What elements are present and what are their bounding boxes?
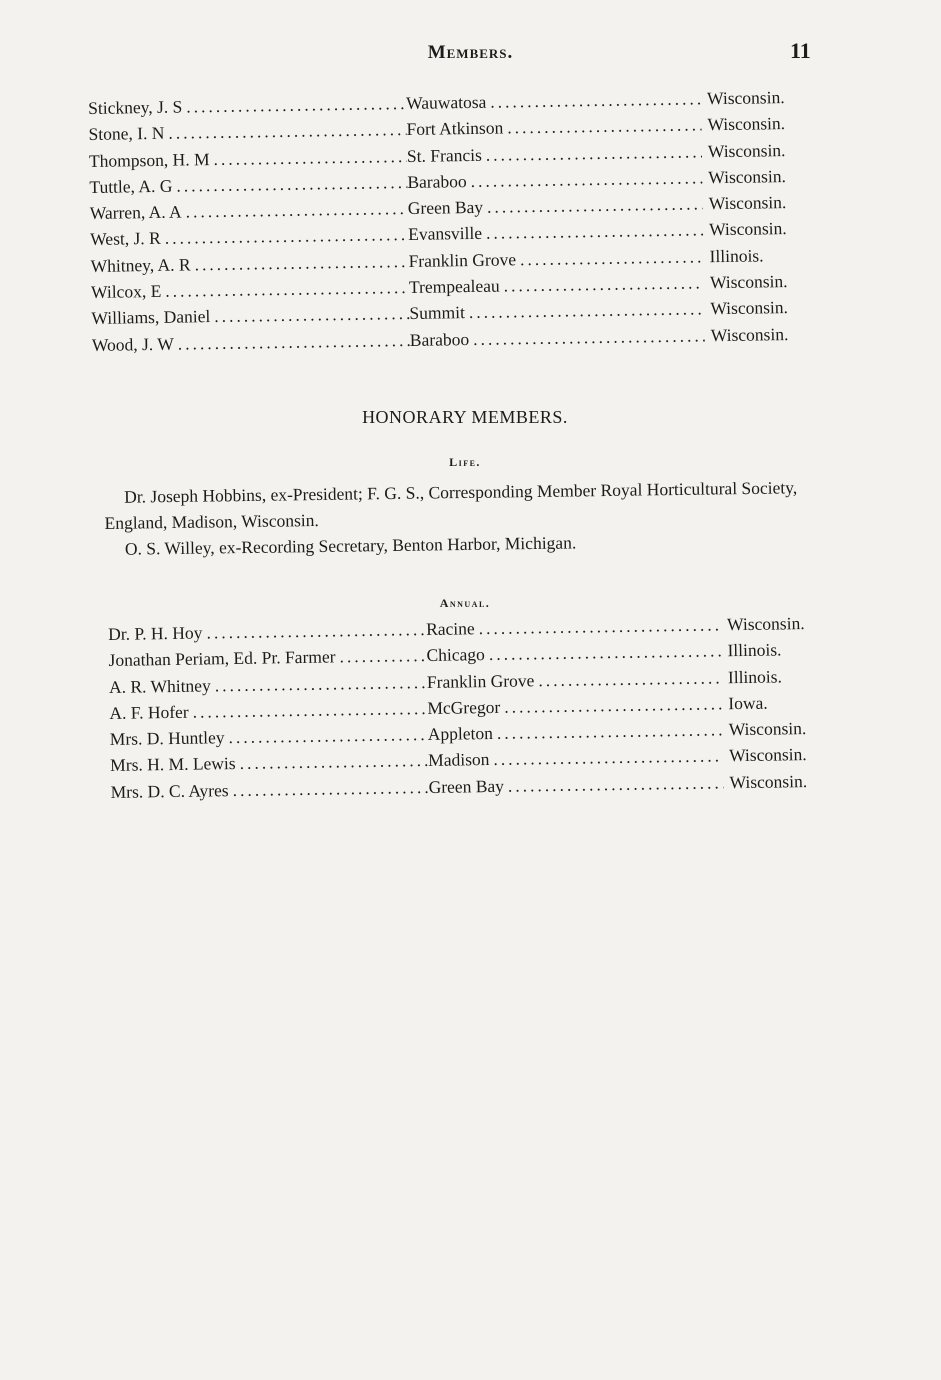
leader-dots [504, 693, 722, 717]
member-name: A. R. Whitney [108, 674, 211, 697]
member-town: Wauwatosa [405, 91, 487, 114]
member-state: Iowa. [728, 692, 768, 714]
honorary-members-title: HONORARY MEMBERS. [362, 407, 568, 427]
leader-dots [486, 141, 702, 165]
member-state: Illinois. [709, 245, 764, 267]
member-state: Wisconsin. [726, 613, 805, 635]
leader-dots [228, 724, 428, 748]
member-town: Evansville [408, 223, 483, 245]
leader-dots [232, 777, 428, 801]
leader-dots [486, 220, 703, 244]
leader-dots [490, 88, 701, 112]
member-state: Illinois. [727, 666, 783, 687]
member-name: A. F. Hofer [109, 701, 189, 723]
member-name: Dr. P. H. Hoy [108, 622, 203, 644]
leader-dots [186, 198, 408, 222]
member-state: Wisconsin. [707, 113, 786, 135]
leader-dots [538, 667, 722, 691]
leader-dots [508, 772, 724, 796]
members-list [88, 87, 822, 361]
member-name: West, J. R [90, 228, 161, 250]
leader-dots [213, 146, 407, 170]
member-state: Wisconsin. [728, 718, 807, 740]
leader-dots [214, 303, 409, 327]
member-town: Racine [425, 618, 475, 640]
member-town: Appleton [427, 723, 494, 745]
member-town: Franklin Grove [426, 669, 535, 692]
member-name: Mrs. D. Huntley [109, 727, 225, 750]
leader-dots [339, 645, 426, 667]
leader-dots [479, 614, 722, 639]
member-town: Trempealeau [408, 275, 500, 298]
member-town: Baraboo [409, 328, 470, 350]
leader-dots [489, 641, 722, 666]
member-state: Illinois. [727, 639, 782, 661]
member-name: Mrs. D. C. Ayres [110, 779, 229, 802]
member-state: Wisconsin. [729, 770, 808, 793]
member-state: Wisconsin. [710, 297, 789, 319]
member-town: Summit [409, 302, 466, 324]
member-town: Green Bay [428, 775, 505, 797]
annual-members-list [108, 613, 841, 809]
leader-dots [176, 172, 407, 197]
life-member-entry: O. S. Willey, ex-Recording Secretary, Benton Harbor, Michigan. [124, 532, 577, 559]
member-town: Green Bay [407, 196, 484, 219]
member-name: Jonathan Periam, Ed. Pr. Farmer [108, 646, 336, 671]
member-state: Wisconsin. [709, 271, 788, 293]
member-name: Wilcox, E [90, 280, 162, 303]
life-heading: Life. [449, 455, 481, 469]
member-town: Madison [428, 749, 490, 771]
leader-dots [520, 246, 704, 270]
leader-dots [194, 251, 408, 275]
life-members [104, 474, 835, 562]
leader-dots [178, 330, 410, 355]
page-number: 11 [790, 38, 811, 63]
member-town: Baraboo [407, 170, 467, 192]
member-town: Franklin Grove [408, 249, 517, 271]
leader-dots [507, 115, 702, 139]
life-member-entry: Dr. Joseph Hobbins, ex-President; F. G. S., Corresponding Member Royal Horticultural Society, England, Madison, Wisconsin. [104, 477, 798, 533]
member-name: Tuttle, A. G [89, 175, 173, 197]
member-state: Wisconsin. [708, 218, 787, 240]
member-town: McGregor [427, 696, 501, 718]
leader-dots [215, 672, 428, 696]
member-name: Stickney, J. S [88, 96, 183, 118]
leader-dots [504, 272, 705, 296]
member-state: Wisconsin. [710, 323, 789, 345]
leader-dots [469, 299, 705, 324]
member-state: Wisconsin. [707, 139, 786, 161]
member-town: Fort Atkinson [406, 117, 504, 140]
leader-dots [193, 698, 428, 723]
member-state: Wisconsin. [728, 744, 807, 766]
member-state: Wisconsin. [708, 192, 787, 214]
leader-dots [487, 194, 703, 218]
member-town: St. Francis [406, 144, 482, 166]
leader-dots [473, 325, 705, 350]
member-name: Warren, A. A [89, 201, 182, 224]
member-name: Stone, I. N [88, 123, 165, 145]
leader-dots [493, 746, 723, 771]
leader-dots [186, 93, 406, 117]
leader-dots [165, 277, 409, 302]
leader-dots [206, 619, 426, 643]
leader-dots [497, 720, 723, 745]
member-name: Whitney, A. R [90, 254, 191, 276]
member-town: Chicago [426, 644, 486, 666]
leader-dots [165, 224, 409, 249]
member-name: Williams, Daniel [91, 306, 211, 329]
leader-dots [239, 750, 428, 774]
member-name: Mrs. H. M. Lewis [110, 753, 236, 776]
member-state: Wisconsin. [708, 165, 787, 188]
leader-dots [168, 119, 406, 144]
running-head: Members. [427, 42, 514, 63]
member-name: Thompson, H. M [88, 148, 210, 171]
member-name: Wood, J. W [91, 333, 174, 355]
annual-heading: Annual. [439, 596, 491, 610]
leader-dots [470, 167, 702, 192]
member-state: Wisconsin. [706, 87, 785, 109]
